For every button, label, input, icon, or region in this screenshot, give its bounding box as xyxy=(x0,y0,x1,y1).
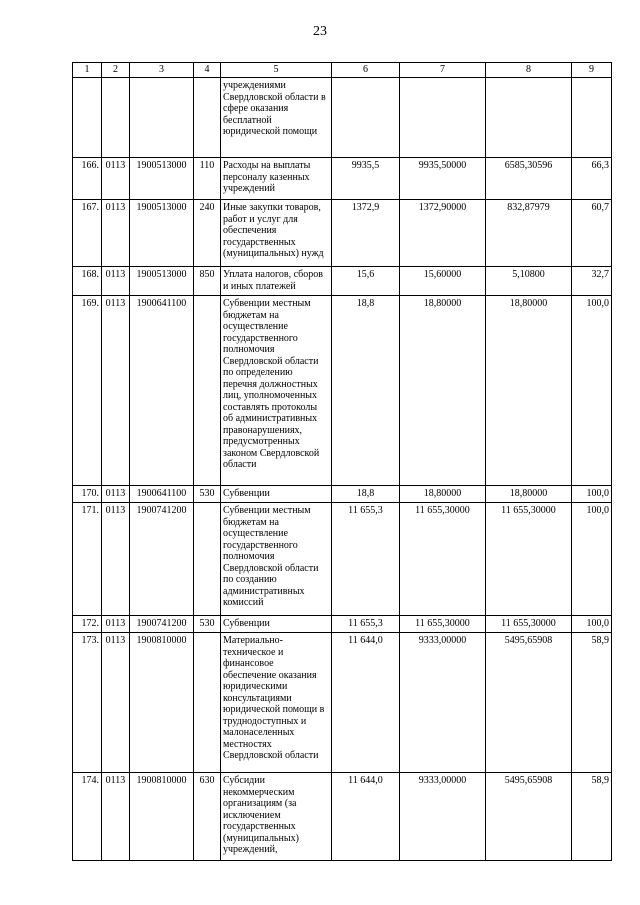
expense-type-code: 530 xyxy=(194,486,221,503)
expense-type-code xyxy=(194,78,221,158)
row-number: 168. xyxy=(73,267,102,296)
section-code: 0113 xyxy=(102,773,130,861)
table-row xyxy=(73,200,612,267)
expense-type-code: 630 xyxy=(194,773,221,861)
section-code: 0113 xyxy=(102,503,130,616)
expense-type-code xyxy=(194,503,221,616)
column-header: 3 xyxy=(130,63,194,78)
target-article-code xyxy=(130,78,194,158)
plan-amount: 11 655,3 xyxy=(332,616,400,633)
section-code: 0113 xyxy=(102,200,130,267)
expense-type-code: 110 xyxy=(194,158,221,200)
executed-amount: 18,80000 xyxy=(486,486,572,503)
item-name: Субвенции местным бюджетам на осуществление государственного полномочия Свердловской области по созданию административных комиссий xyxy=(221,503,332,616)
item-name: Субвенции местным бюджетам на осуществление государственного полномочия Свердловской области по определению перечня должностных лиц, уполномоченных составлять протоколы об административных правонарушениях, предусмотренных законом Свердловской области xyxy=(221,296,332,486)
row-number: 172. xyxy=(73,616,102,633)
executed-amount: 6585,30596 xyxy=(486,158,572,200)
item-name: учреждениями Свердловской области в сфере оказания бесплатной юридической помощи xyxy=(221,78,332,158)
execution-percent: 100,0 xyxy=(572,296,612,486)
target-article-code: 1900513000 xyxy=(130,200,194,267)
execution-percent: 100,0 xyxy=(572,503,612,616)
executed-amount: 5495,65908 xyxy=(486,633,572,773)
section-code xyxy=(102,78,130,158)
approved-amount: 9935,50000 xyxy=(400,158,486,200)
executed-amount: 832,87979 xyxy=(486,200,572,267)
column-header: 5 xyxy=(221,63,332,78)
item-name: Субвенции xyxy=(221,486,332,503)
execution-percent: 58,9 xyxy=(572,773,612,861)
executed-amount: 11 655,30000 xyxy=(486,616,572,633)
expense-type-code: 240 xyxy=(194,200,221,267)
table-row xyxy=(73,78,612,158)
approved-amount: 18,80000 xyxy=(400,486,486,503)
target-article-code: 1900810000 xyxy=(130,773,194,861)
table-row xyxy=(73,503,612,616)
target-article-code: 1900513000 xyxy=(130,267,194,296)
expense-type-code: 530 xyxy=(194,616,221,633)
approved-amount: 11 655,30000 xyxy=(400,616,486,633)
target-article-code: 1900810000 xyxy=(130,633,194,773)
item-name: Иные закупки товаров, работ и услуг для обеспечения государственных (муниципальных) нужд xyxy=(221,200,332,267)
execution-percent: 58,9 xyxy=(572,633,612,773)
section-code: 0113 xyxy=(102,158,130,200)
plan-amount: 9935,5 xyxy=(332,158,400,200)
target-article-code: 1900741200 xyxy=(130,616,194,633)
execution-percent: 100,0 xyxy=(572,486,612,503)
table-row xyxy=(73,773,612,861)
expense-type-code xyxy=(194,633,221,773)
plan-amount: 11 644,0 xyxy=(332,633,400,773)
plan-amount: 15,6 xyxy=(332,267,400,296)
executed-amount: 5495,65908 xyxy=(486,773,572,861)
section-code: 0113 xyxy=(102,616,130,633)
row-number: 174. xyxy=(73,773,102,861)
column-header: 8 xyxy=(486,63,572,78)
executed-amount: 11 655,30000 xyxy=(486,503,572,616)
execution-percent: 100,0 xyxy=(572,616,612,633)
row-number: 169. xyxy=(73,296,102,486)
approved-amount: 1372,90000 xyxy=(400,200,486,267)
executed-amount: 5,10800 xyxy=(486,267,572,296)
table-row xyxy=(73,158,612,200)
table-row xyxy=(73,633,612,773)
executed-amount: 18,80000 xyxy=(486,296,572,486)
section-code: 0113 xyxy=(102,633,130,773)
approved-amount: 11 655,30000 xyxy=(400,503,486,616)
column-header: 7 xyxy=(400,63,486,78)
item-name: Уплата налогов, сборов и иных платежей xyxy=(221,267,332,296)
approved-amount: 9333,00000 xyxy=(400,633,486,773)
row-number: 170. xyxy=(73,486,102,503)
page-number: 23 xyxy=(313,24,327,39)
column-header: 2 xyxy=(102,63,130,78)
approved-amount: 18,80000 xyxy=(400,296,486,486)
column-header: 4 xyxy=(194,63,221,78)
plan-amount: 11 655,3 xyxy=(332,503,400,616)
execution-percent xyxy=(572,78,612,158)
item-name: Материально-техническое и финансовое обеспечение оказания юридическими консультациями юридической помощи в труднодоступных и малонаселенных местностях Свердловской области xyxy=(221,633,332,773)
row-number: 166. xyxy=(73,158,102,200)
budget-table xyxy=(72,62,612,861)
approved-amount: 9333,00000 xyxy=(400,773,486,861)
plan-amount: 11 644,0 xyxy=(332,773,400,861)
table-row xyxy=(73,296,612,486)
expense-type-code: 850 xyxy=(194,267,221,296)
row-number xyxy=(73,78,102,158)
row-number: 173. xyxy=(73,633,102,773)
section-code: 0113 xyxy=(102,267,130,296)
table-header-row xyxy=(73,63,612,78)
target-article-code: 1900641100 xyxy=(130,486,194,503)
plan-amount: 1372,9 xyxy=(332,200,400,267)
target-article-code: 1900513000 xyxy=(130,158,194,200)
plan-amount: 18,8 xyxy=(332,296,400,486)
table-row xyxy=(73,616,612,633)
execution-percent: 32,7 xyxy=(572,267,612,296)
column-header: 6 xyxy=(332,63,400,78)
section-code: 0113 xyxy=(102,486,130,503)
item-name: Субсидии некоммерческим организациям (за исключением государственных (муниципальных) учреждений, xyxy=(221,773,332,861)
target-article-code: 1900641100 xyxy=(130,296,194,486)
expense-type-code xyxy=(194,296,221,486)
row-number: 167. xyxy=(73,200,102,267)
item-name: Расходы на выплаты персоналу казенных учреждений xyxy=(221,158,332,200)
approved-amount xyxy=(400,78,486,158)
executed-amount xyxy=(486,78,572,158)
table-row xyxy=(73,267,612,296)
item-name: Субвенции xyxy=(221,616,332,633)
execution-percent: 66,3 xyxy=(572,158,612,200)
section-code: 0113 xyxy=(102,296,130,486)
row-number: 171. xyxy=(73,503,102,616)
column-header: 1 xyxy=(73,63,102,78)
column-header: 9 xyxy=(572,63,612,78)
execution-percent: 60,7 xyxy=(572,200,612,267)
approved-amount: 15,60000 xyxy=(400,267,486,296)
target-article-code: 1900741200 xyxy=(130,503,194,616)
plan-amount xyxy=(332,78,400,158)
table-row xyxy=(73,486,612,503)
plan-amount: 18,8 xyxy=(332,486,400,503)
